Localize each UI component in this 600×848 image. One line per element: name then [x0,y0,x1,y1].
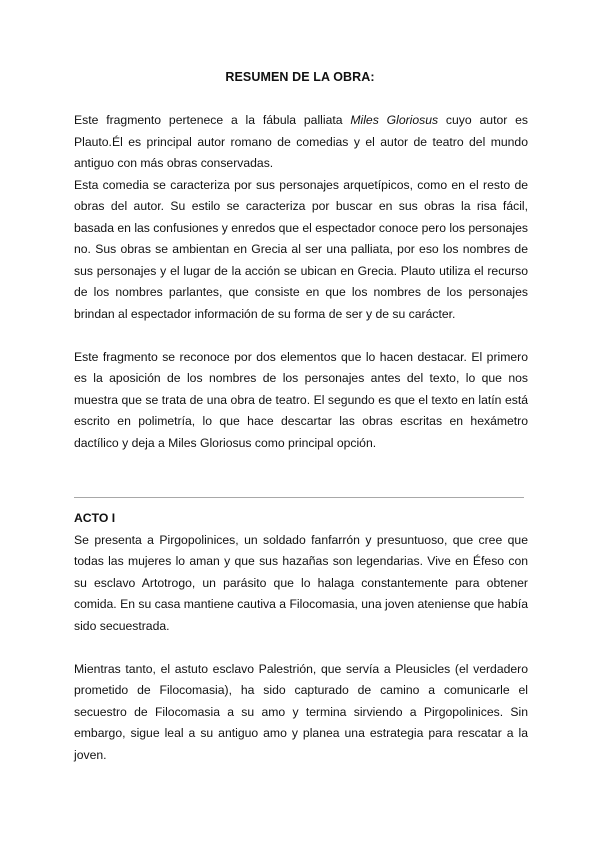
act1-section [74,508,528,766]
document-title: RESUMEN DE LA OBRA: [225,70,375,84]
act1-heading: ACTO I [74,511,116,525]
summary-paragraph-2: Esta comedia se caracteriza por sus personajes arquetípicos, como en el resto de obras del autor. Su estilo se caracteriza por buscar en sus obras la risa fácil, basada en las confusiones y enredos que el espectador conoce pero los personajes no. Sus obras se ambientan en Grecia al ser una palliata, por eso los nombres de sus personajes y el lugar de la acción se ubican en Grecia. Plauto utiliza el recurso de los nombres parlantes, que consiste en que los nombres de los personajes brindan al espectador información de su forma de ser y de su carácter. [74,177,528,321]
summary-p1-after: cuyo autor es Plauto.Él es principal autor romano de comedias y el autor de teatro del mundo antiguo con más obras conservadas. [74,113,528,170]
summary-p1-before: Este fragmento pertenece a la fábula palliata [74,113,351,127]
work-title-italic: Miles Gloriosus [350,113,439,127]
summary-paragraph-3: Este fragmento se reconoce por dos elementos que lo hacen destacar. El primero es la aposición de los nombres de los personajes antes del texto, lo que nos muestra que se trata de una obra de teatro. El segundo es que el texto en latín está escrito en polimetría, lo que hace descartar las obras escritas en hexámetro dactílico y deja a Miles Gloriosus como principal opción. [74,349,528,450]
paragraph-gap [74,325,528,347]
act1-paragraph-2: Mientras tanto, el astuto esclavo Palestrión, que servía a Pleusicles (el verdadero prometido de Filocomasia), ha sido capturado de camino a comunicarle el secuestro de Filocomasia a su amo y termina sirviendo a Pirgopolinices. Sin embargo, sigue leal a su antiguo amo y planea una estrategia para rescatar a la joven. [74,661,528,762]
summary-section [74,110,528,454]
section-divider [74,497,524,498]
paragraph-gap [74,637,528,659]
act1-paragraph-1: Se presenta a Pirgopolinices, un soldado fanfarrón y presuntuoso, que cree que todas las mujeres lo aman y que sus hazañas son legendarias. Vive en Éfeso con su esclavo Artotrogo, un parásito que lo halaga constantemente para obtener comida. En su casa mantiene cautiva a Filocomasia, una joven ateniense que había sido secuestrada. [74,532,528,633]
summary-paragraph-1 [74,110,528,175]
